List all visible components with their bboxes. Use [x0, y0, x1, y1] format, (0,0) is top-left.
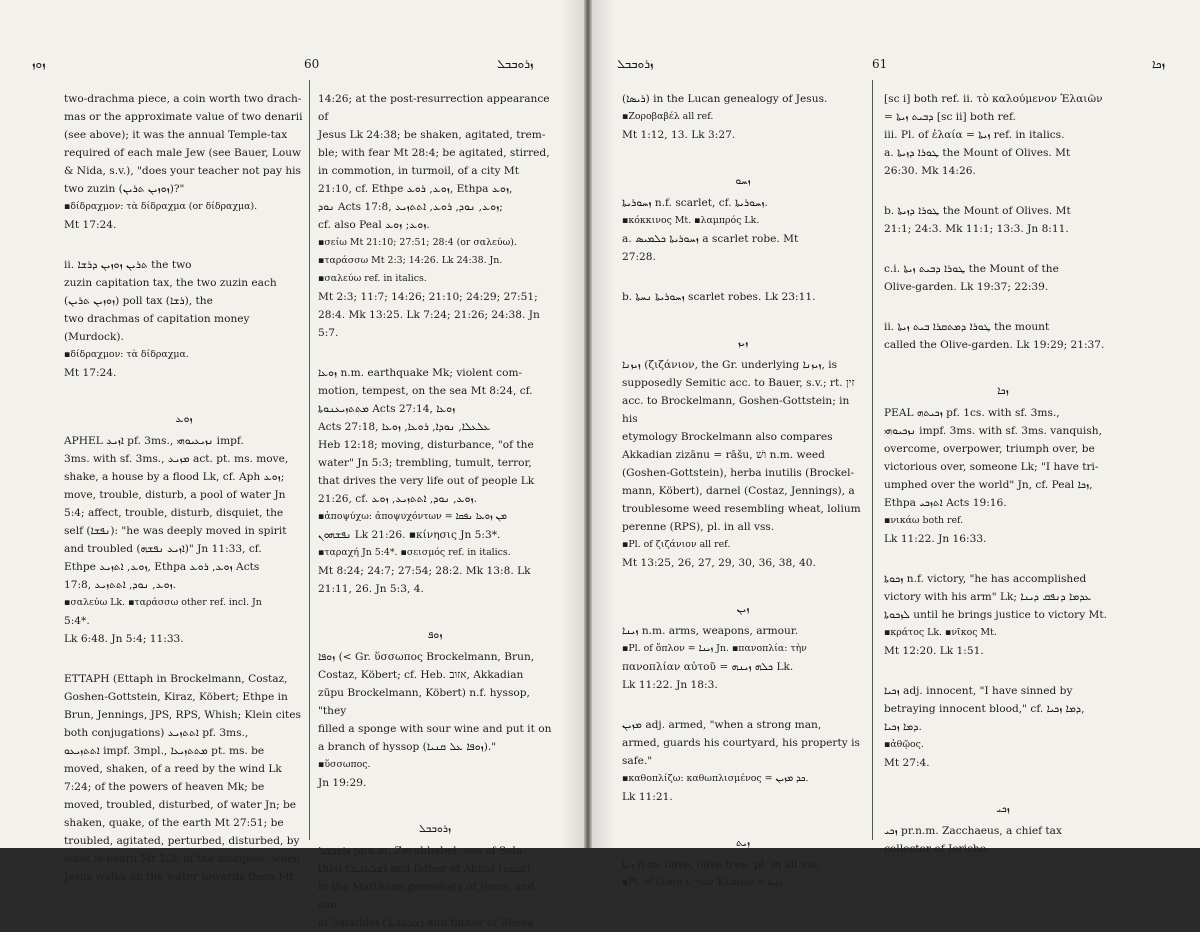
text-line: cf. also Peal ܙܘܥ; ܙܘܥ.: [318, 219, 430, 231]
text-line: Jesus Lk 24:38; be shaken, agitated, trem-: [318, 129, 546, 141]
text-line: zuzin capitation tax, the two zuzin each: [64, 277, 277, 289]
text-line: ܙܝܙ: [737, 337, 749, 349]
text-line: move, trouble, disturb, a pool of water Jn: [64, 489, 286, 501]
text-line: a branch of hyssop (ܙܘܦܐ ܥܠ ܩܢܝܐ).": [318, 741, 497, 753]
text-line: ܙܝܙܢܐ (ζιζάνιον, the Gr. underlying ܙܝܙܢܐ, is: [622, 359, 838, 371]
text-line: 26:30. Mk 14:26.: [884, 165, 976, 177]
text-line: moved, troubled, disturbed, of water Jn; be: [64, 799, 297, 811]
text-line: 3ms. with sf. 3ms., ܡܙܝܥ act. pt. ms. move,: [64, 453, 289, 465]
text-line: ▪σείω Mt 21:10; 27:51; 28:4 (or σαλεύω).: [318, 237, 517, 248]
text-line: Mt 8:24; 24:7; 27:54; 28:2. Mk 13:8. Lk: [318, 565, 531, 577]
text-line: ܙܝܢܐ n.m. arms, weapons, armour.: [622, 625, 799, 637]
text-line: mas or the approximate value of two denarii: [64, 111, 303, 123]
text-line: PEAL ܙܟܝܬܗ pf. 1cs. with sf. 3ms.,: [884, 407, 1060, 419]
text-line: ܙܝܬ: [735, 837, 751, 849]
text-line: ܡܙܝܢ adj. armed, "when a strong man,: [622, 719, 822, 731]
text-line: Lk 11:22. Jn 16:33.: [884, 533, 987, 545]
paragraph-gap: [884, 238, 1122, 260]
text-line: ▪Ζοροβαβέλ all ref.: [622, 111, 714, 122]
text-line: troublesome weed resembling wheat, lolium: [622, 503, 861, 515]
left-column-2: [318, 90, 552, 932]
paragraph-gap: [64, 648, 304, 670]
text-line: of Salathiel (ܫܠܬܐܝܠ) and father of Rhesa: [318, 917, 534, 929]
text-line: b. ܙܚܘܪܝܬܐ ܢܚܬܐ scarlet robes. Lk 23:11.: [622, 291, 816, 303]
text-line: Olive-garden. Lk 19:37; 22:39.: [884, 281, 1049, 293]
text-line: Costaz, Köbert; cf. Heb. אזוב, Akkadian: [318, 669, 524, 681]
text-line: 27:28.: [622, 251, 656, 263]
text-line: shake, a house by a flood Lk, cf. Aph ܙܘܥ;: [64, 471, 285, 483]
text-line: Acts 27:18, ܥܠܥܠܐ, ܢܘܕܐ, ܪܘܥܐ, ܙܘܥܐ: [318, 421, 491, 433]
text-line: ܠܙܟܘܬܐ until he brings justice to victory Mt.: [884, 609, 1108, 621]
text-line: 21:26, cf. ܙܘܥ, ܢܘܕ, ܐܬܬܙܝܥ, ܙܘܥ.: [318, 493, 477, 505]
text-line: Goshen-Gottstein, Kiraz, Köbert; Ethpe in: [64, 691, 288, 703]
paragraph-gap: [884, 660, 1122, 682]
text-line: ܡܬܬܙܝܥܢܘܬܐ Acts 27:14, ܙܘܥܐ: [318, 403, 456, 415]
text-line: b. ܛܘܪܐ ܕܙܝܬܐ the Mount of Olives. Mt: [884, 205, 1071, 217]
text-line: ܙܝܬܐ n.m. olive, olive tree, pl. in all vss.: [622, 859, 822, 871]
text-line: ▪ταραχή Jn 5:4*. ▪σεισμός ref. in italics.: [318, 547, 511, 558]
text-line: 21:10, cf. Ethpe ܙܘܥ, ܪܘܥ, Ethpa ܙܘܥ,: [318, 183, 513, 195]
text-line: a. ܙܚܘܪܝܬܐ ܟܠܡܝܣ a scarlet robe. Mt: [622, 233, 799, 245]
text-line: water" Jn 5:3; trembling, tumult, terror,: [318, 457, 532, 469]
text-line: ▪δίδραχμον: τὰ δίδραχμα (or δίδραχμα).: [64, 201, 258, 212]
text-line: Lk 11:21.: [622, 791, 673, 803]
text-line: c.i. ܛܘܪܐ ܕܒܝܬ ܙܝܬܐ the Mount of the: [884, 263, 1059, 275]
paragraph-gap: [318, 342, 552, 364]
text-line: Mt 2:3; 11:7; 14:26; 21:10; 24:29; 27:51;: [318, 291, 538, 303]
text-line: Lk 11:22. Jn 18:3.: [622, 679, 718, 691]
text-line: ▪κόκκινος Mt. ▪λαμπρός Lk.: [622, 215, 760, 226]
running-head-left: ܙܪܘܒܒܠ: [617, 57, 654, 71]
running-head: ܙܟܐ: [1152, 57, 1166, 71]
text-line: 17:8, ܙܘܥ, ܢܘܕ, ܐܬܬܙܝܥ.: [64, 579, 177, 591]
text-line: ▪νικάω both ref.: [884, 515, 964, 526]
text-line: 5:4*.: [64, 615, 90, 627]
text-line: ܙܚܘܪܝܬܐ n.f. scarlet, cf. ܙܚܘܪܝܬܐ.: [622, 197, 768, 209]
text-line: mann, Köbert), darnel (Costaz, Jennings), a: [622, 485, 855, 497]
text-line: and troubled (ܐܙܝܥ ܢܦܫܗ)" Jn 11:33, cf.: [64, 543, 262, 555]
paragraph-gap: [318, 792, 552, 814]
text-line: ▪ἀποψύχω: ἀποψυχόντων = ܡܢ ܙܘܥܐ ܢܦܩܐ: [318, 511, 507, 522]
running-head: ܙܘܙ: [32, 57, 46, 71]
text-line: victory with his arm" Lk; ܥܕܡܐ ܕܢܦܩ ܕܝܢܐ: [884, 591, 1092, 603]
text-line: Jn 19:29.: [318, 777, 367, 789]
text-line: ܙܟܝܐ adj. innocent, "I have sinned by: [884, 685, 1073, 697]
text-line: collector of Jericho.: [884, 843, 990, 855]
paragraph-gap: [884, 296, 1122, 318]
right-column-1: [622, 90, 864, 892]
column-rule: [309, 80, 310, 840]
text-line: ܢܘܕ Acts 17:8, ܙܘܥ, ܢܘܕ, ܪܘܥ, ܐܬܬܙܝܥ;: [318, 201, 503, 213]
text-line: ܙܟܝ: [996, 803, 1010, 815]
text-line: Lk 6:48. Jn 5:4; 11:33.: [64, 633, 184, 645]
text-line: a. ܛܘܪܐ ܕܙܝܬܐ the Mount of Olives. Mt: [884, 147, 1071, 159]
text-line: acc. to Brockelmann, Goshen-Gottstein; in his: [622, 395, 850, 425]
text-line: ▪σαλεύω Lk. ▪ταράσσω other ref. incl. Jn: [64, 597, 262, 608]
text-line: self (ܢܦܫܐ): "he was deeply moved in spirit: [64, 525, 287, 537]
text-line: ܙܝܢ: [736, 603, 750, 615]
text-line: Brun, Jennings, JPS, RPS, Whish; Klein cites: [64, 709, 301, 721]
text-line: ii. ܛܘܪܐ ܕܡܬܩܪܐ ܒܝܬ ܙܝܬܐ the mount: [884, 321, 1050, 333]
text-line: ETTAPH (Ettaph in Brockelmann, Costaz,: [64, 673, 288, 685]
text-line: ܙܘܥ: [175, 413, 193, 425]
text-line: shaken, quake, of the earth Mt 27:51; be: [64, 817, 284, 829]
page-fold-shadow: [592, 0, 614, 848]
paragraph-gap: [884, 354, 1122, 376]
paragraph-gap: [622, 144, 864, 166]
page-number: 60: [304, 57, 320, 71]
left-page: [0, 0, 584, 929]
text-line: ▪Pl. of ζιζάνιον all ref.: [622, 539, 731, 550]
left-column-1: [64, 90, 304, 886]
text-line: Mt 13:25, 26, 27, 29, 30, 36, 38, 40.: [622, 557, 816, 569]
text-line: ܙܪܘܒܒܠ pr.n.m. Zerubbabel, son of Sala-: [318, 845, 526, 857]
text-line: zūpu Brockelmann, Köbert) n.f. hyssop, "they: [318, 687, 530, 717]
text-line: motion, tempest, on the sea Mt 8:24, cf.: [318, 385, 533, 397]
right-page: [592, 0, 1200, 888]
text-line: Ethpa ܐܬܙܟܝ Acts 19:16.: [884, 497, 1007, 509]
text-line: = ܕܒܝܬ ܙܝܬܐ [sc ii] both ref.: [884, 111, 1016, 123]
text-line: called the Olive-garden. Lk 19:29; 21:37.: [884, 339, 1105, 351]
text-line: ▪καθοπλίζω: καθωπλισμένος = ܟܕ ܡܙܝܢ.: [622, 773, 809, 784]
gutter: [584, 0, 592, 848]
text-line: Heb 12:18; moving, disturbance, "of the: [318, 439, 534, 451]
right-column-2: [884, 90, 1122, 858]
text-line: Ethpe ܙܘܥ, ܐܬܙܝܥ, Ethpa ܙܘܥ, ܪܘܥ Acts: [64, 561, 260, 573]
running-head-right: ܙܪܘܒܒܠ: [497, 57, 534, 71]
paragraph-gap: [884, 772, 1122, 794]
text-line: ܙܚܘ: [735, 175, 751, 187]
text-line: 21:1; 24:3. Mk 11:1; 13:3. Jn 8:11.: [884, 223, 1069, 235]
text-line: ▪Pl. of ὅπλον = ܙܝܢܐ Jn. ▪πανοπλία: τὴν: [622, 643, 807, 654]
text-line: ܙܟܝ pr.n.m. Zacchaeus, a chief tax: [884, 825, 1062, 837]
paragraph-gap: [884, 180, 1122, 202]
text-line: in commotion, in turmoil, of a city Mt: [318, 165, 519, 177]
text-line: ▪δίδραχμον: τὰ δίδραχμα.: [64, 349, 189, 360]
text-line: πανοπλίαν αὐτοῦ = ܟܠܗ ܙܝܢܗ Lk.: [622, 661, 794, 673]
text-line: 21:11, 26. Jn 5:3, 4.: [318, 583, 424, 595]
paragraph-gap: [318, 598, 552, 620]
text-line: ▪ταράσσω Mt 2:3; 14:26. Lk 24:38. Jn.: [318, 255, 503, 266]
paragraph-gap: [622, 694, 864, 716]
text-line: perenne (RPS), pl. in all vss.: [622, 521, 775, 533]
text-line: that drives the very life out of people Lk: [318, 475, 535, 487]
text-line: Mt 1:12, 13. Lk 3:27.: [622, 129, 736, 141]
text-line: ▪ὕσσωπος.: [318, 759, 371, 770]
text-line: filled a sponge with sour wine and put it on: [318, 723, 552, 735]
text-line: victorious over, someone Lk; "I have tri-: [884, 461, 1099, 473]
text-line: etymology Brockelmann also compares: [622, 431, 833, 443]
text-line: thiel (ܫܠܬܐܝܠ) and father of Abiud (ܐܒܝܘܕ): [318, 863, 531, 875]
text-line: [sc i] both ref. ii. τὸ καλούμενον Ἐλαιῶν: [884, 93, 1103, 105]
text-line: Jesus walks on the water towards them Mt: [64, 871, 294, 883]
text-line: in the Matthean genealogy of Jesus, and son: [318, 881, 535, 911]
text-line: two-drachma piece, a coin worth two drach-: [64, 93, 302, 105]
text-line: moved, shaken, of a reed by the wind Lk: [64, 763, 282, 775]
page-number: 61: [872, 57, 888, 71]
text-line: ▪ἀθῷος.: [884, 739, 924, 750]
text-line: ܙܟܘܬܐ n.f. victory, "he has accomplished: [884, 573, 1087, 585]
text-line: (see above); it was the annual Temple-tax: [64, 129, 288, 141]
text-line: 5:4; affect, trouble, disturb, disquiet, the: [64, 507, 284, 519]
paragraph-gap: [622, 266, 864, 288]
text-line: ▪Pl. of ἐλαία i. τῶν Ἐλαιῶν = ܕܙܝܬܐ: [622, 877, 783, 888]
text-line: 14:26; at the post-resurrection appearance of: [318, 93, 550, 123]
text-line: Mt 27:4.: [884, 757, 930, 769]
page-fold-shadow: [562, 0, 584, 848]
paragraph-gap: [884, 548, 1122, 570]
text-line: ܐܬܬܙܝܥܘ impf. 3mpl., ܡܬܬܙܝܥܐ pt. ms. be: [64, 745, 265, 757]
text-line: ܢܙܟܝܘܗܝ impf. 3ms. with sf. 3ms. vanquish,: [884, 425, 1102, 437]
text-line: supposedly Semitic acc. to Bauer, s.v.; rt. זין: [622, 377, 855, 389]
text-line: two drachmas of capitation money (Murdock).: [64, 313, 250, 343]
text-line: 28:4. Mk 13:25. Lk 7:24; 21:26; 24:38. Jn 5:7.: [318, 309, 540, 339]
text-line: both conjugations) ܐܬܬܙܝܥ pf. 3ms.,: [64, 727, 249, 739]
text-line: what is heard Mt 2:3; of the disciples: when: [64, 853, 301, 865]
text-line: ܙܘܦ: [427, 629, 443, 641]
paragraph-gap: [64, 382, 304, 404]
paragraph-gap: [622, 572, 864, 594]
text-line: iii. Pl. of ἐλαία = ܙܝܬܐ ref. in italics.: [884, 129, 1065, 141]
text-line: (ܙܘܙܝܢ ܬܪܝܢ) poll tax (ܪܫܐ), the: [64, 295, 213, 307]
text-line: armed, guards his courtyard, his property is: [622, 737, 860, 749]
paragraph-gap: [622, 306, 864, 328]
text-line: required of each male Jew (see Bauer, Louw: [64, 147, 302, 159]
text-line: (Goshen-Gottstein), herba inutilis (Brockel-: [622, 467, 855, 479]
text-line: 7:24; of the powers of heaven Mk; be: [64, 781, 265, 793]
text-line: (ܪܝܣܐ) in the Lucan genealogy of Jesus.: [622, 93, 828, 105]
text-line: ܢܦܫܗܘܢ Lk 21:26. ▪κίνησις Jn 5:3*.: [318, 529, 501, 541]
text-line: Mt 12:20. Lk 1:51.: [884, 645, 984, 657]
text-line: two zuzin (ܙܘܙܝܢ ܬܪܝܢ)?": [64, 183, 185, 195]
text-line: ܙܘܥܐ n.m. earthquake Mk; violent com-: [318, 367, 523, 379]
text-line: & Nida, s.v.), "does your teacher not pay his: [64, 165, 301, 177]
text-line: betraying innocent blood," cf. ܕܡܐ ܙܟܝܐ,: [884, 703, 1085, 715]
text-line: ble; with fear Mt 28:4; be agitated, stirred,: [318, 147, 550, 159]
paragraph-gap: [64, 234, 304, 256]
text-line: safe.": [622, 755, 653, 767]
text-line: overcome, overpower, triumph over, be: [884, 443, 1095, 455]
text-line: ܙܪܘܒܒܠ: [418, 823, 452, 835]
text-line: ܙܘܦܐ (< Gr. ὕσσωπος Brockelmann, Brun,: [318, 651, 535, 663]
text-line: Mt 17:24.: [64, 219, 117, 231]
column-rule: [872, 80, 873, 840]
text-line: troubled, agitated, perturbed, disturbed, by: [64, 835, 300, 847]
text-line: Mt 17:24.: [64, 367, 117, 379]
text-line: umphed over the world" Jn, cf. Peal ܙܟܐ,: [884, 479, 1093, 491]
text-line: APHEL ܐܙܝܥ pf. 3ms., ܢܙܝܥܝܘܗܝ impf.: [64, 435, 244, 447]
text-line: ܕܡܐ ܙܟܝܐ.: [884, 721, 922, 733]
text-line: ▪σαλεύω ref. in italics.: [318, 273, 427, 284]
paragraph-gap: [622, 806, 864, 828]
text-line: ܙܟܐ: [997, 385, 1009, 397]
text-line: Akkadian zizānu = rāšu, ושׁ n.m. weed: [622, 449, 825, 461]
text-line: ▪κράτος Lk. ▪νῖκος Mt.: [884, 627, 997, 638]
text-line: ii. ܬܪܝܢ ܙܘܙܝܢ ܕܪܫܐ the two: [64, 259, 192, 271]
